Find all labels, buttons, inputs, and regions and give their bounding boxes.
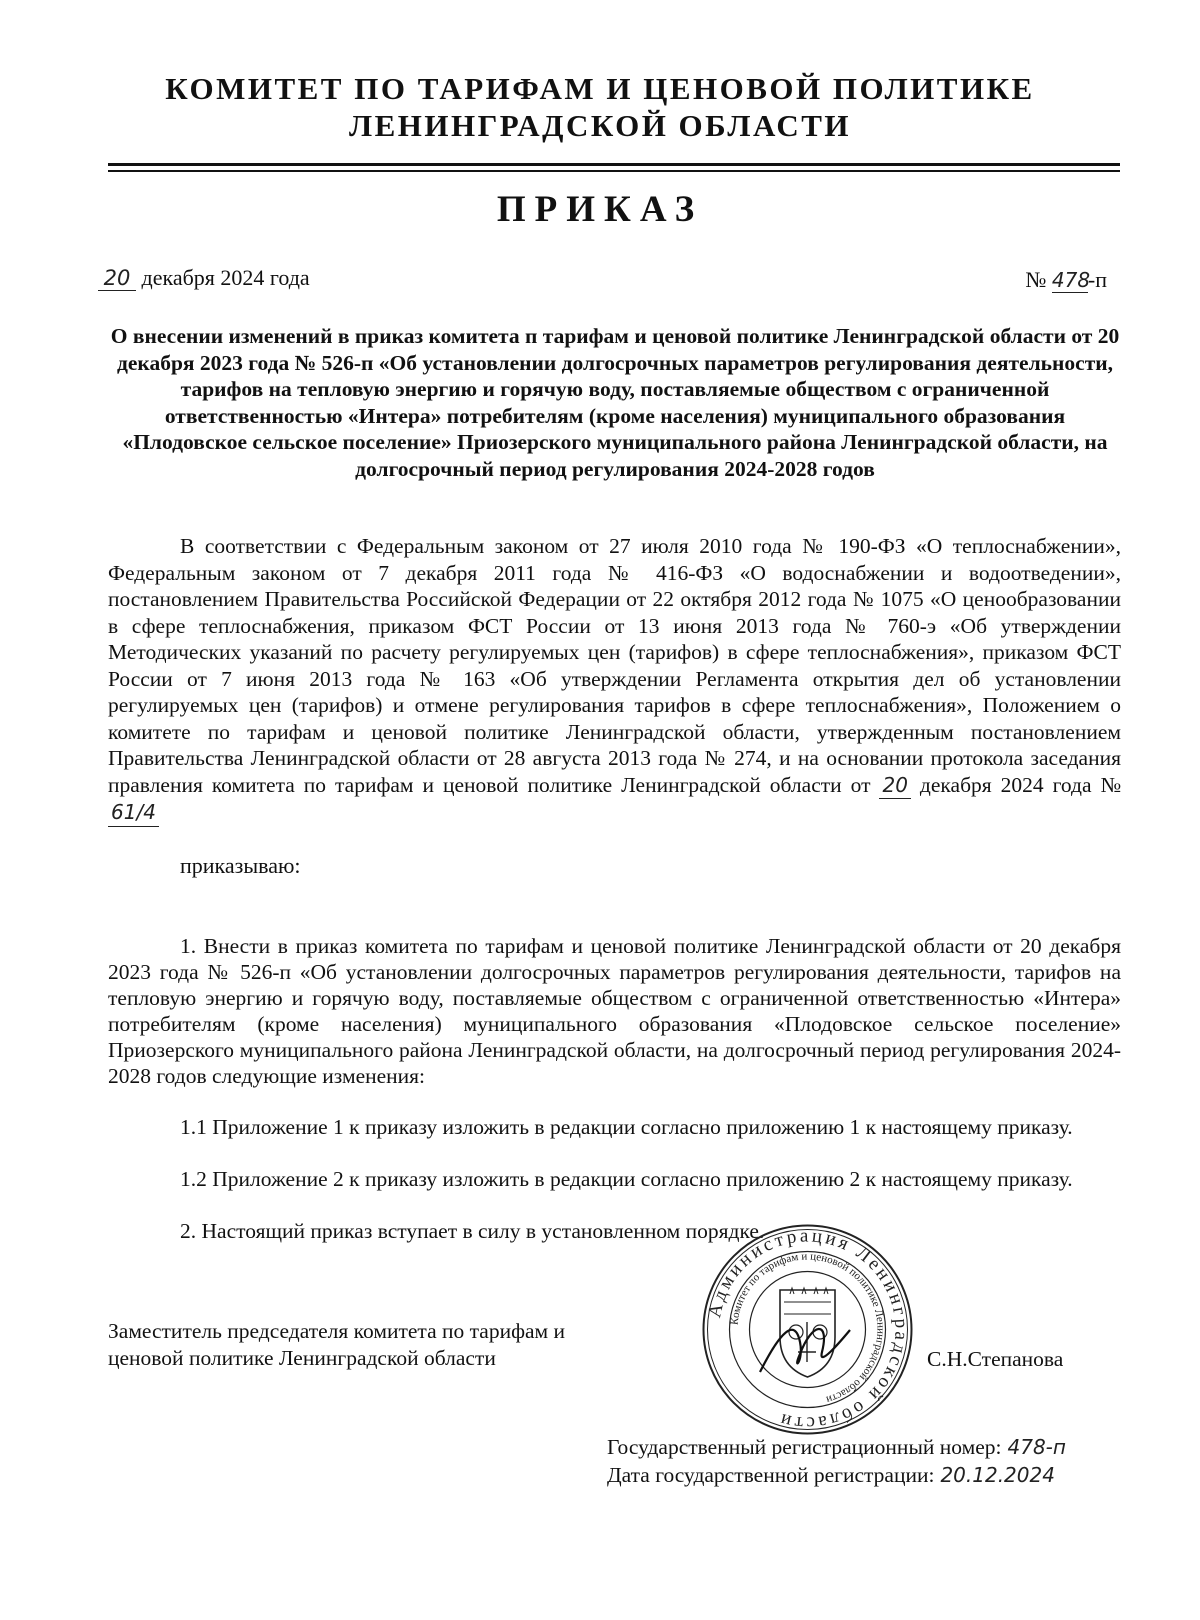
order-number: [1025, 267, 1107, 293]
handwritten-signature: [760, 1329, 850, 1372]
order-directive: приказываю:: [180, 853, 301, 878]
subclause-1-2: 1.2 Приложение 2 к приказу изложить в редакции согласно приложению 2 к настоящему приказу.: [180, 1167, 1073, 1191]
coat-of-arms-emblem: [780, 1288, 835, 1377]
seal-inner-text: Комитет по тарифам и ценовой политике Ленинградской области: [728, 1250, 887, 1406]
handwritten-registration-date: 20.12.2024: [940, 1463, 1055, 1487]
order-number-suffix: -п: [1087, 267, 1107, 292]
order-subject: О внесении изменений в приказ комитета п тарифам и ценовой политике Ленинградской области от 20 декабря 2023 года № 526-п «Об установлении долгосрочных параметров регулирования деятельности, тарифов на тепловую энергию и горячую воду, поставляемые обществом с ограниченной ответственностью «Интера» потребителям (кроме населения) муниципального образования «Плодовское сельское поселение» Приозерского муниципального района Ленинградской области, на долгосрочный период регулирования 2024-2028 годов: [110, 324, 1120, 481]
registration-date: [607, 1463, 1055, 1488]
header-divider-thick: [108, 163, 1120, 166]
handwritten-order-number: 478: [1051, 268, 1091, 292]
registration-number-label: Государственный регистрационный номер:: [607, 1435, 1002, 1459]
registration-date-label: Дата государственной регистрации:: [607, 1463, 935, 1487]
header-divider-thin: [108, 170, 1120, 172]
clause-1: 1. Внести в приказ комитета по тарифам и ценовой политике Ленинградской области от 20 декабря 2023 года № 526-п «Об установлении долгосрочных параметров регулирования деятельности, тарифов на тепловую энергию и горячую воду, поставляемые обществом с ограниченной ответственностью «Интера» потребителям (кроме населения) муниципального образования «Плодовское сельское поселение» Приозерского муниципального района Ленинградской области, на долгосрочный период регулирования 2024-2028 годов следующие изменения:: [108, 934, 1121, 1088]
registration-number: [607, 1435, 1066, 1460]
official-seal: [700, 1222, 915, 1437]
signer-position-line1: Заместитель председателя комитета по тарифам и: [108, 1319, 566, 1343]
subclause-1-1: 1.1 Приложение 1 к приказу изложить в редакции согласно приложению 1 к настоящему приказу.: [180, 1115, 1073, 1139]
preamble-paragraph: [108, 533, 1121, 827]
handwritten-meeting-day: 20: [879, 772, 910, 800]
org-name-line2: ЛЕНИНГРАДСКОЙ ОБЛАСТИ: [348, 108, 852, 143]
handwritten-registration-number: 478-п: [1007, 1435, 1066, 1459]
document-title: ПРИКАЗ: [496, 189, 704, 230]
order-number-prefix: №: [1025, 267, 1052, 292]
handwritten-protocol-number: 61/4: [108, 799, 159, 827]
signer-position-line2: ценовой политике Ленинградской области: [108, 1346, 496, 1370]
handwritten-day: 20: [98, 266, 136, 291]
org-name-line1: КОМИТЕТ ПО ТАРИФАМ И ЦЕНОВОЙ ПОЛИТИКЕ: [165, 71, 1035, 106]
preamble-text-mid: декабря 2024 года №: [919, 772, 1122, 797]
order-date-rest: декабря 2024 года: [136, 265, 310, 290]
signer-position: [108, 1318, 565, 1372]
signer-name: С.Н.Степанова: [927, 1347, 1064, 1371]
order-date: [98, 265, 310, 291]
seal-outer-text: Администрация Ленинградской области: [704, 1225, 912, 1434]
clause-2: 2. Настоящий приказ вступает в силу в установленном порядке.: [180, 1219, 765, 1243]
preamble-text: В соответствии с Федеральным законом от 27 июля 2010 года № 190-ФЗ «О теплоснабжении», Федеральным законом от 7 декабря 2011 года № 416-ФЗ «О водоснабжении и водоотведении», постановлением Правительства Российской Федерации от 22 октября 2012 года № 1075 «О ценообразовании в сфере теплоснабжения, приказом ФСТ России от 13 июня 2013 года № 760-э «Об утверждении Методических указаний по расчету регулируемых цен (тарифов) в сфере теплоснабжения», приказом ФСТ России от 7 июня 2013 года № 163 «Об утверждении Регламента открытия дел об установлении регулируемых цен (тарифов) и отмене регулирования тарифов в сфере теплоснабжения», Положением о комитете по тарифам и ценовой политике Ленинградской области, утвержденным постановлением Правительства Ленинградской области от 28 августа 2013 года № 274, и на основании протокола заседания правления комитета по тарифам и ценовой политике Ленинградской области от: [108, 534, 1121, 797]
